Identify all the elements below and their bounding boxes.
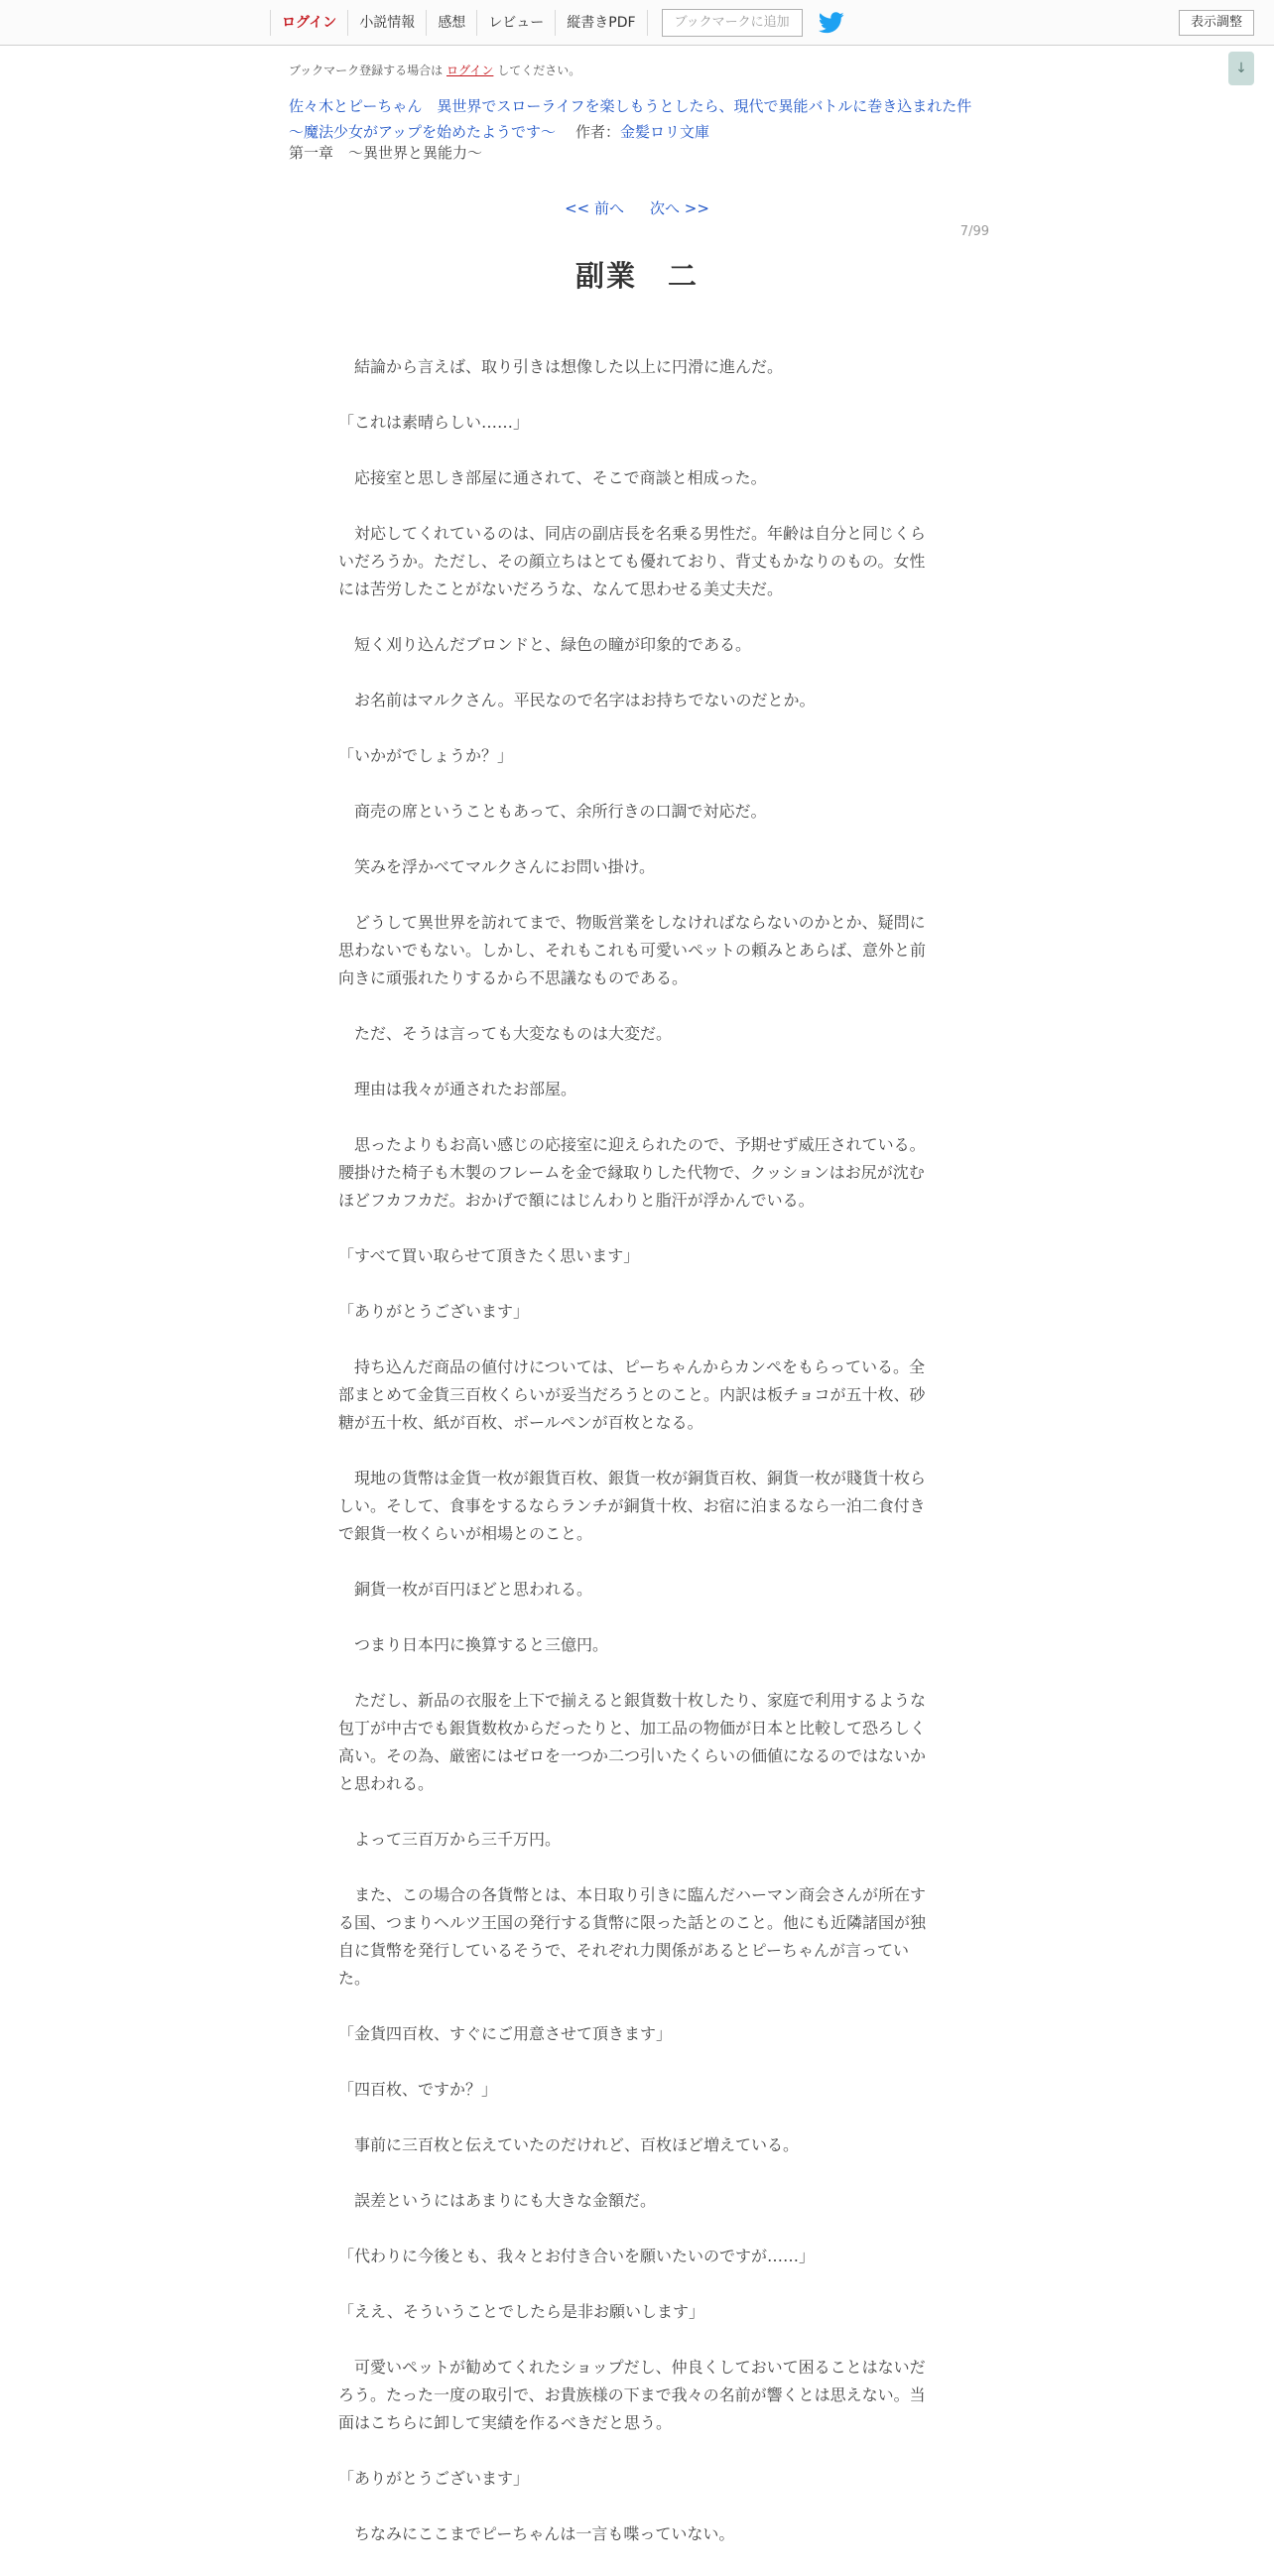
body-paragraph: 短く刈り込んだブロンドと、緑色の瞳が印象的である。	[354, 635, 752, 654]
body-paragraph: 「金貨四百枚、すぐにご用意させて頂きます」	[338, 2024, 673, 2043]
body-paragraph: 「ありがとうございます」	[338, 1302, 530, 1321]
body-paragraph: 誤差というにはあまりにも大きな金額だ。	[354, 2191, 657, 2210]
author-link[interactable]: 金髪ロリ文庫	[619, 123, 709, 141]
notice-suffix: してください。	[497, 64, 581, 77]
novel-body	[338, 353, 936, 2576]
scroll-down-button[interactable]: ↓	[1228, 52, 1254, 85]
body-paragraph: 「四百枚、ですか？」	[338, 2080, 498, 2099]
chapter-title: 第一章 ～異世界と異能力～	[289, 144, 483, 162]
body-paragraph: 思ったよりもお高い感じの応接室に迎えられたので、予期せず威圧されている。腰掛けた椅子も木製のフレームを金で縁取りした代物で、クッションはお尻が沈むほどフカフカだ。おかげで額にはじんわりと脂汗が浮かんでいる。	[338, 1135, 926, 1210]
body-paragraph: どうして異世界を訪れてまで、物販営業をしなければならないのかとか、疑問に思わないでもない。しかし、それもこれも可愛いペットの頼みとあらば、意外と前向きに頑張れたりするから不思議なものである。	[338, 913, 927, 987]
body-paragraph: 「ええ、そういうことでしたら是非お願いします」	[338, 2302, 704, 2321]
body-paragraph: 「ありがとうございます」	[338, 2469, 530, 2488]
display-settings-button[interactable]: 表示調整	[1179, 10, 1254, 36]
body-paragraph: 可愛いペットが勧めてくれたショップだし、仲良くしておいて困ることはないだろう。たった一度の取引で、お貴族様の下まで我々の名前が響くとは思えない。当面はこちらに卸して実績を作るべきだと思う。	[338, 2358, 926, 2432]
body-paragraph: 対応してくれているのは、同店の副店長を名乗る男性だ。年齢は自分と同じくらいだろうか。ただし、その顔立ちはとても優れており、背丈もかなりのもの。女性には苦労したことがないだろうな、なんて思わせる美丈夫だ。	[338, 524, 927, 598]
body-paragraph: 笑みを浮かべてマルクさんにお問い掛け。	[354, 857, 656, 876]
twitter-share-button[interactable]	[819, 12, 844, 34]
next-episode-link[interactable]: 次へ >>	[650, 199, 709, 217]
notice-prefix: ブックマーク登録する場合は	[289, 64, 444, 77]
body-paragraph: ただ、そうは言っても大変なものは大変だ。	[354, 1024, 673, 1043]
global-header	[0, 0, 1274, 46]
body-paragraph: 持ち込んだ商品の値付けについては、ピーちゃんからカンペをもらっている。全部まとめて金貨三百枚くらいが妥当だろうとのこと。内訳は板チョコが五十枚、砂糖が五十枚、紙が百枚、ボールペンが百枚となる。	[338, 1357, 926, 1432]
nav-novel-info-link[interactable]: 小説情報	[347, 10, 426, 36]
body-paragraph: ちなみにここまでピーちゃんは一言も喋っていない。	[354, 2524, 735, 2543]
twitter-bird-icon	[819, 12, 844, 34]
body-paragraph: ただし、新品の衣服を上下で揃えると銀貨数十枚したり、家庭で利用するような包丁が中古でも銀貨数枚からだったりと、加工品の物価が日本と比較して恐ろしく高い。その為、厳密にはゼロを一つか二つ引いたくらいの価値になるのではないかと思われる。	[338, 1691, 927, 1793]
body-paragraph: 応接室と思しき部屋に通されて、そこで商談と相成った。	[354, 468, 767, 487]
body-paragraph: 現地の貨幣は金貨一枚が銀貨百枚、銀貨一枚が銅貨百枚、銅貨一枚が賤貨十枚らしい。そして、食事をするならランチが銅貨十枚、お宿に泊まるなら一泊二食付きで銀貨一枚くらいが相場とのこと。	[338, 1469, 927, 1543]
bookmark-login-notice	[289, 62, 580, 78]
nav-review-link[interactable]: レビュー	[476, 10, 555, 36]
body-paragraph: 事前に三百枚と伝えていたのだけれど、百枚ほど増えている。	[354, 2135, 800, 2154]
body-paragraph: よって三百万から三千万円。	[354, 1830, 562, 1849]
nav-login-link[interactable]: ログイン	[270, 10, 347, 36]
global-nav	[270, 0, 844, 46]
nav-vertical-pdf-link[interactable]: 縦書きPDF	[555, 10, 647, 36]
episode-title: 副業 二	[574, 259, 699, 293]
series-title-link[interactable]: 佐々木とピーちゃん 異世界でスローライフを楽しもうとしたら、現代で異能バトルに巻き込まれた件 ～魔法少女がアップを始めたようです～	[289, 97, 987, 141]
body-paragraph: 銅貨一枚が百円ほどと思われる。	[354, 1580, 593, 1599]
body-paragraph: 「代わりに今後とも、我々とお付き合いを願いたいのですが……」	[338, 2247, 816, 2265]
body-paragraph: 「すべて買い取らせて頂きたく思います」	[338, 1246, 640, 1265]
body-paragraph: 「これは素晴らしい……」	[338, 413, 530, 432]
body-paragraph: 結論から言えば、取り引きは想像した以上に円滑に進んだ。	[354, 357, 784, 376]
notice-login-link[interactable]: ログイン	[446, 64, 494, 77]
body-paragraph: また、この場合の各貨幣とは、本日取り引きに臨んだハーマン商会さんが所在する国、つまりヘルツ王国の発行する貨幣に限った話とのこと。他にも近隣諸国が独自に貨幣を発行しているそうで、それぞれ力関係があるとピーちゃんが言っていた。	[338, 1885, 927, 1988]
episode-pager	[0, 197, 1274, 218]
body-paragraph: お名前はマルクさん。平民なので名字はお持ちでないのだとか。	[354, 691, 816, 709]
author-label: 作者：	[574, 123, 620, 141]
nav-impressions-link[interactable]: 感想	[426, 10, 476, 36]
series-info	[289, 93, 993, 145]
body-paragraph: 商売の席ということもあって、余所行きの口調で対応だ。	[354, 802, 767, 821]
prev-episode-link[interactable]: << 前へ	[565, 199, 624, 217]
episode-count: 7/99	[959, 224, 989, 239]
body-paragraph: 理由は我々が通されたお部屋。	[354, 1080, 577, 1098]
add-bookmark-button[interactable]: ブックマークに追加	[662, 9, 803, 37]
body-paragraph: つまり日本円に換算すると三億円。	[354, 1635, 609, 1654]
body-paragraph: 「いかがでしょうか？」	[338, 746, 514, 765]
